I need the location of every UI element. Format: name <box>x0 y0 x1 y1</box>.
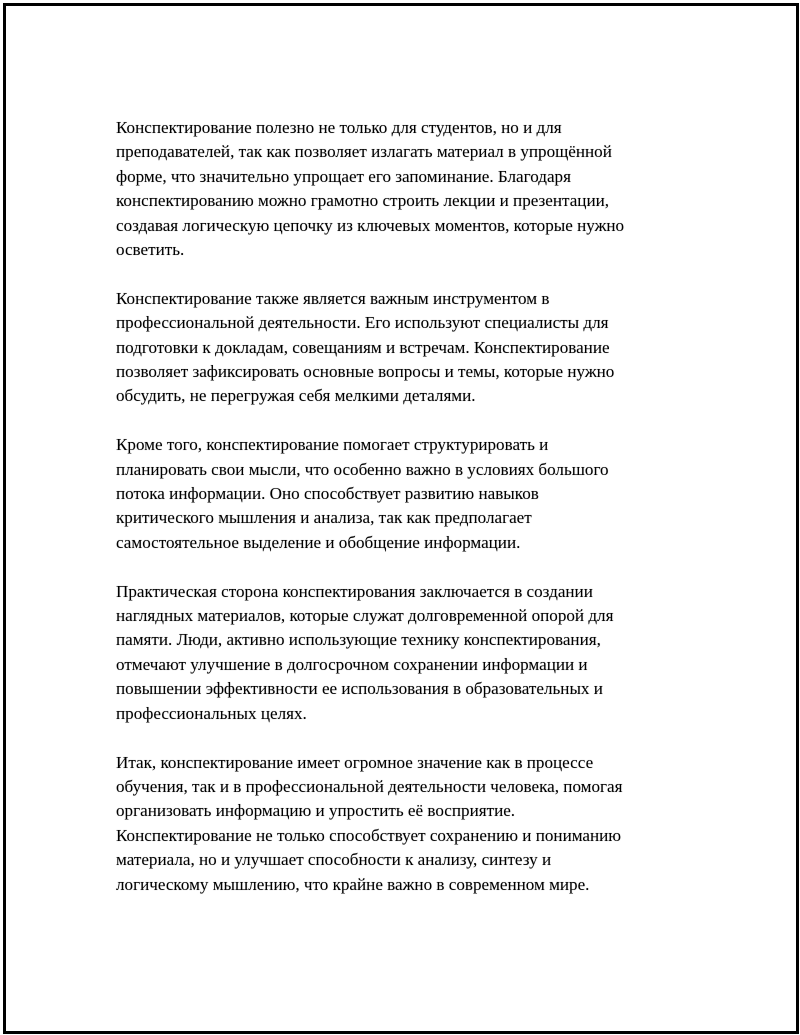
paragraph-3 <box>116 433 676 555</box>
document-body <box>116 116 676 921</box>
text-line: Кроме того, конспектирование помогает структурировать и <box>116 435 549 455</box>
text-line: материала, но и улучшает способности к анализу, синтезу и <box>116 850 552 870</box>
text-line: Конспектирование не только способствует сохранению и пониманию <box>116 825 622 845</box>
text-line: потока информации. Оно способствует развитию навыков <box>116 484 539 504</box>
text-line: самостоятельное выделение и обобщение информации. <box>116 532 521 552</box>
text-line: Конспектирование полезно не только для студентов, но и для <box>116 118 562 137</box>
text-line: памяти. Люди, активно использующие технику конспектирования, <box>116 630 601 650</box>
text-line: Итак, конспектирование имеет огромное значение как в процессе <box>116 752 594 772</box>
text-line: критического мышления и анализа, так как предполагает <box>116 508 532 528</box>
paragraph-1 <box>116 116 676 262</box>
paragraph-2 <box>116 287 676 409</box>
text-line: преподавателей, так как позволяет излагать материал в упрощённой <box>116 142 612 162</box>
text-line: повышении эффективности ее использования в образовательных и <box>116 679 603 699</box>
text-line: обучения, так и в профессиональной деятельности человека, помогая <box>116 776 623 796</box>
text-line: планировать свои мысли, что особенно важно в условиях большого <box>116 459 609 479</box>
text-line: наглядных материалов, которые служат долговременной опорой для <box>116 606 614 626</box>
text-line: организовать информацию и упростить её восприятие. <box>116 801 516 821</box>
text-line: отмечают улучшение в долгосрочном сохранении информации и <box>116 654 588 674</box>
text-line: профессиональных целях. <box>116 703 307 723</box>
text-line: Практическая сторона конспектирования заключается в создании <box>116 581 593 601</box>
text-line: позволяет зафиксировать основные вопросы и темы, которые нужно <box>116 362 615 382</box>
text-line: осветить. <box>116 240 185 260</box>
text-line: Конспектирование также является важным инструментом в <box>116 288 550 308</box>
text-line: форме, что значительно упрощает его запоминание. Благодаря <box>116 166 571 186</box>
text-line: подготовки к докладам, совещаниям и встречам. Конспектирование <box>116 337 610 357</box>
paragraph-4 <box>116 580 676 726</box>
paragraph-5 <box>116 751 676 897</box>
text-line: обсудить, не перегружая себя мелкими деталями. <box>116 386 476 406</box>
text-line: создавая логическую цепочку из ключевых моментов, которые нужно <box>116 215 625 235</box>
text-line: конспектированию можно грамотно строить лекции и презентации, <box>116 191 610 211</box>
text-line: логическому мышлению, что крайне важно в современном мире. <box>116 874 590 894</box>
text-line: профессиональной деятельности. Его используют специалисты для <box>116 313 609 333</box>
